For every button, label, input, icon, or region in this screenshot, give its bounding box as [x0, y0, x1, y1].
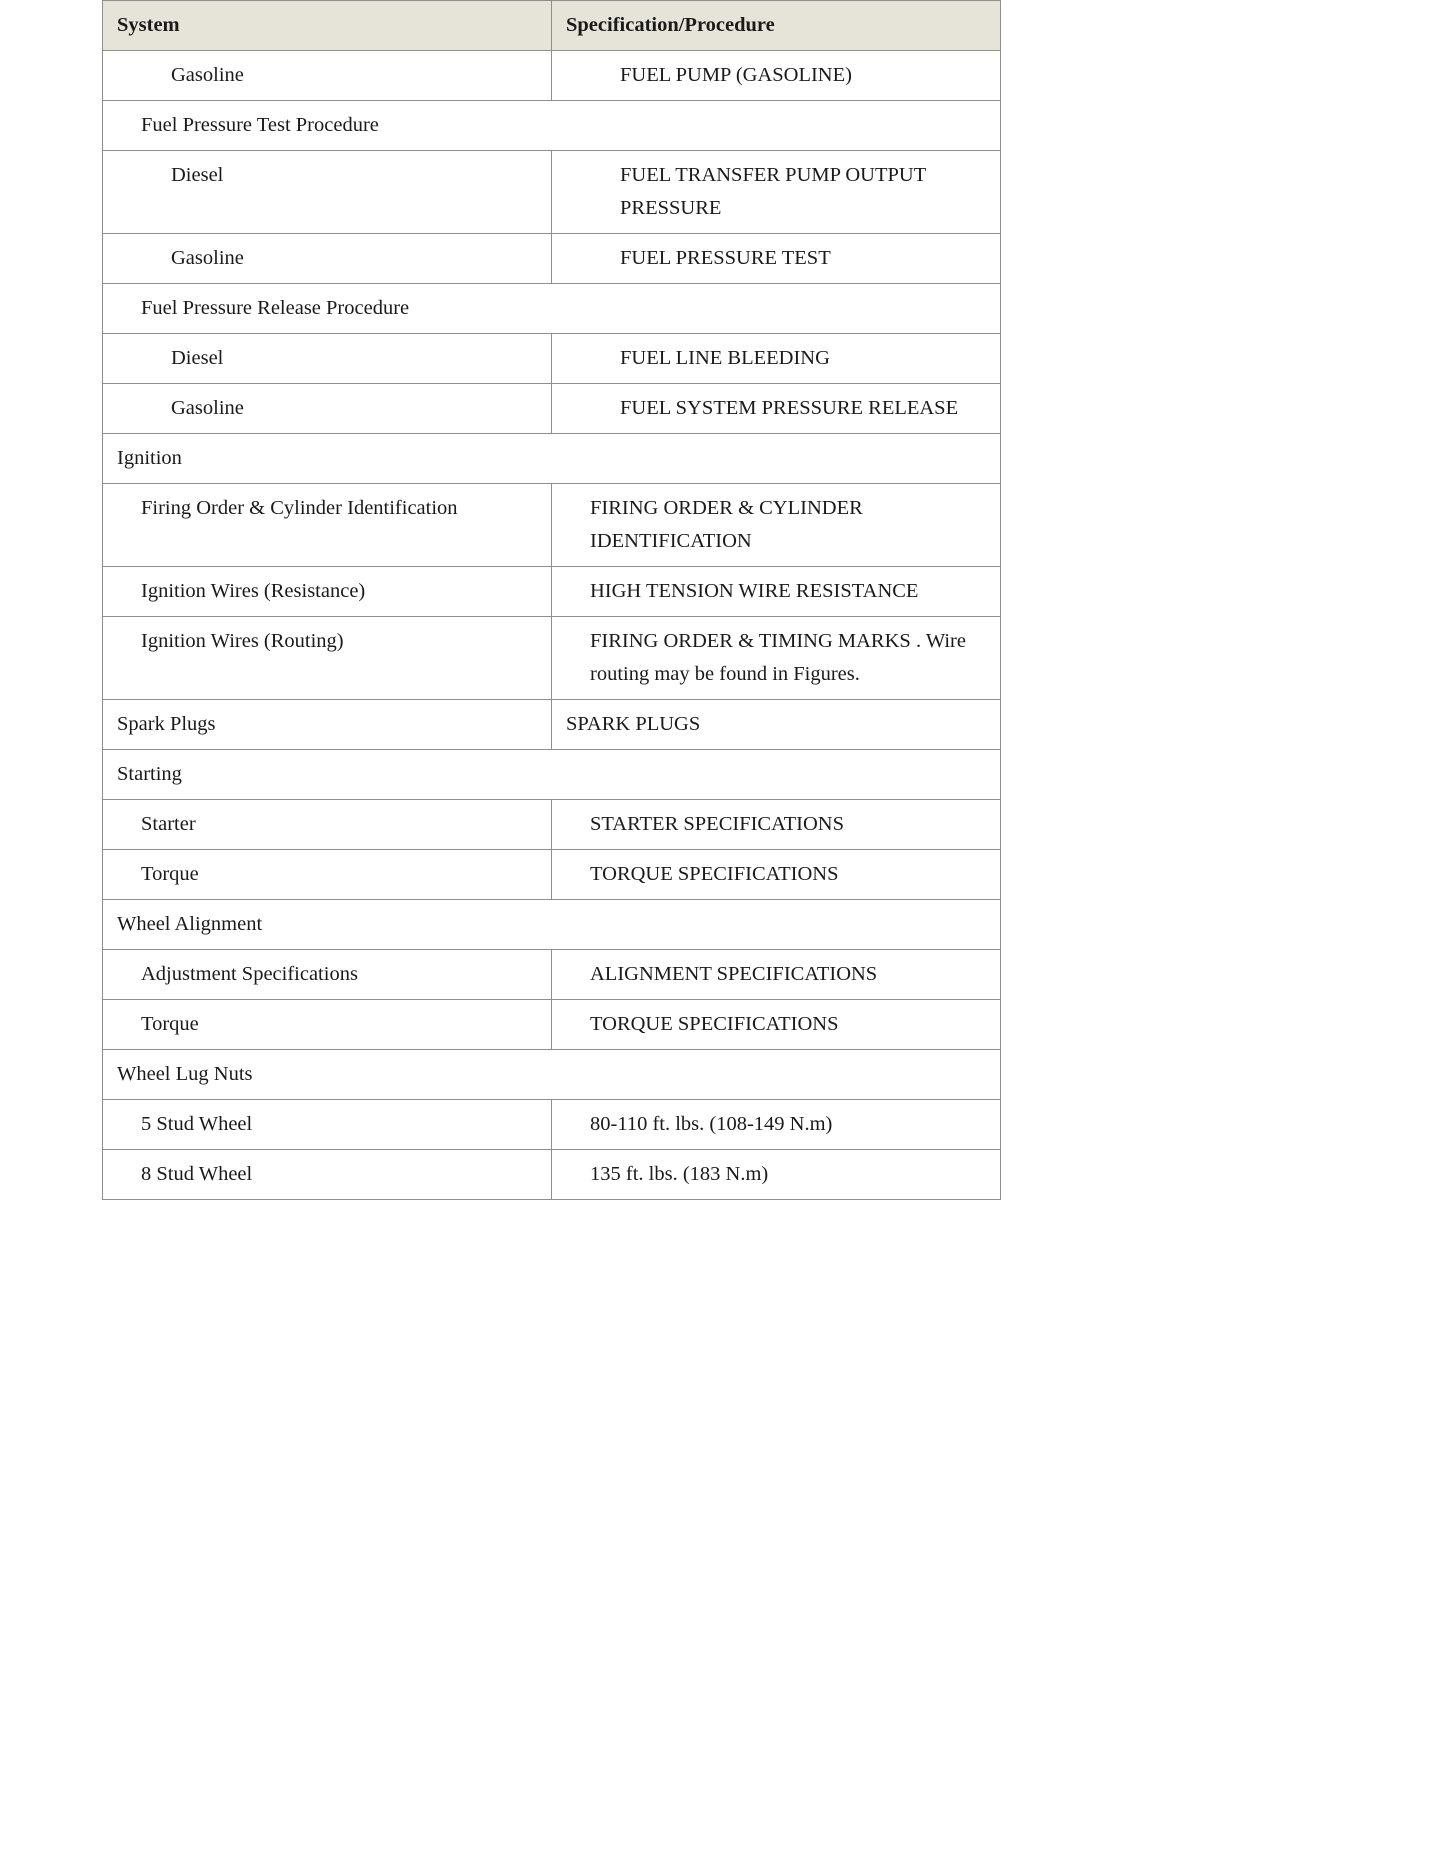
section-label: Wheel Lug Nuts: [103, 1050, 1001, 1100]
system-cell: Torque: [103, 1000, 552, 1050]
table-row: [103, 334, 1001, 384]
spec-cell: TORQUE SPECIFICATIONS: [552, 850, 1001, 900]
system-cell: Torque: [103, 850, 552, 900]
system-cell: Gasoline: [103, 234, 552, 284]
system-cell: Ignition Wires (Routing): [103, 617, 552, 700]
spec-cell: FUEL TRANSFER PUMP OUTPUT PRESSURE: [552, 151, 1001, 234]
section-label: Fuel Pressure Test Procedure: [103, 101, 1001, 151]
table-row: [103, 51, 1001, 101]
table-row: [103, 850, 1001, 900]
table-row: [103, 1150, 1001, 1200]
table-row: [103, 617, 1001, 700]
section-label: Ignition: [103, 434, 1001, 484]
spec-cell: ALIGNMENT SPECIFICATIONS: [552, 950, 1001, 1000]
table-row: [103, 800, 1001, 850]
system-cell: Gasoline: [103, 51, 552, 101]
section-row: [103, 900, 1001, 950]
table-row: [103, 567, 1001, 617]
system-cell: Spark Plugs: [103, 700, 552, 750]
system-cell: Adjustment Specifications: [103, 950, 552, 1000]
table-row: [103, 950, 1001, 1000]
section-row: [103, 1050, 1001, 1100]
system-cell: Firing Order & Cylinder Identification: [103, 484, 552, 567]
column-header-system: System: [103, 1, 552, 51]
table-row: [103, 234, 1001, 284]
system-cell: 8 Stud Wheel: [103, 1150, 552, 1200]
section-row: [103, 750, 1001, 800]
spec-cell: TORQUE SPECIFICATIONS: [552, 1000, 1001, 1050]
spec-cell: FIRING ORDER & CYLINDER IDENTIFICATION: [552, 484, 1001, 567]
spec-cell: FUEL SYSTEM PRESSURE RELEASE: [552, 384, 1001, 434]
section-label: Fuel Pressure Release Procedure: [103, 284, 1001, 334]
spec-cell: 135 ft. lbs. (183 N.m): [552, 1150, 1001, 1200]
system-cell: Gasoline: [103, 384, 552, 434]
spec-cell: HIGH TENSION WIRE RESISTANCE: [552, 567, 1001, 617]
table-row: [103, 384, 1001, 434]
spec-cell: FUEL PRESSURE TEST: [552, 234, 1001, 284]
table-row: [103, 151, 1001, 234]
system-cell: Diesel: [103, 334, 552, 384]
spec-cell: 80-110 ft. lbs. (108-149 N.m): [552, 1100, 1001, 1150]
section-row: [103, 434, 1001, 484]
section-row: [103, 101, 1001, 151]
column-header-specification: Specification/Procedure: [552, 1, 1001, 51]
table-row: [103, 1000, 1001, 1050]
table-row: [103, 484, 1001, 567]
table-row: [103, 700, 1001, 750]
specification-table: [102, 0, 1001, 1200]
system-cell: Starter: [103, 800, 552, 850]
system-cell: 5 Stud Wheel: [103, 1100, 552, 1150]
section-label: Starting: [103, 750, 1001, 800]
spec-cell: STARTER SPECIFICATIONS: [552, 800, 1001, 850]
spec-cell: FUEL LINE BLEEDING: [552, 334, 1001, 384]
table-header-row: [103, 1, 1001, 51]
section-row: [103, 284, 1001, 334]
table-row: [103, 1100, 1001, 1150]
spec-cell: FUEL PUMP (GASOLINE): [552, 51, 1001, 101]
spec-cell: FIRING ORDER & TIMING MARKS . Wire routing may be found in Figures.: [552, 617, 1001, 700]
system-cell: Diesel: [103, 151, 552, 234]
system-cell: Ignition Wires (Resistance): [103, 567, 552, 617]
section-label: Wheel Alignment: [103, 900, 1001, 950]
spec-cell: SPARK PLUGS: [552, 700, 1001, 750]
